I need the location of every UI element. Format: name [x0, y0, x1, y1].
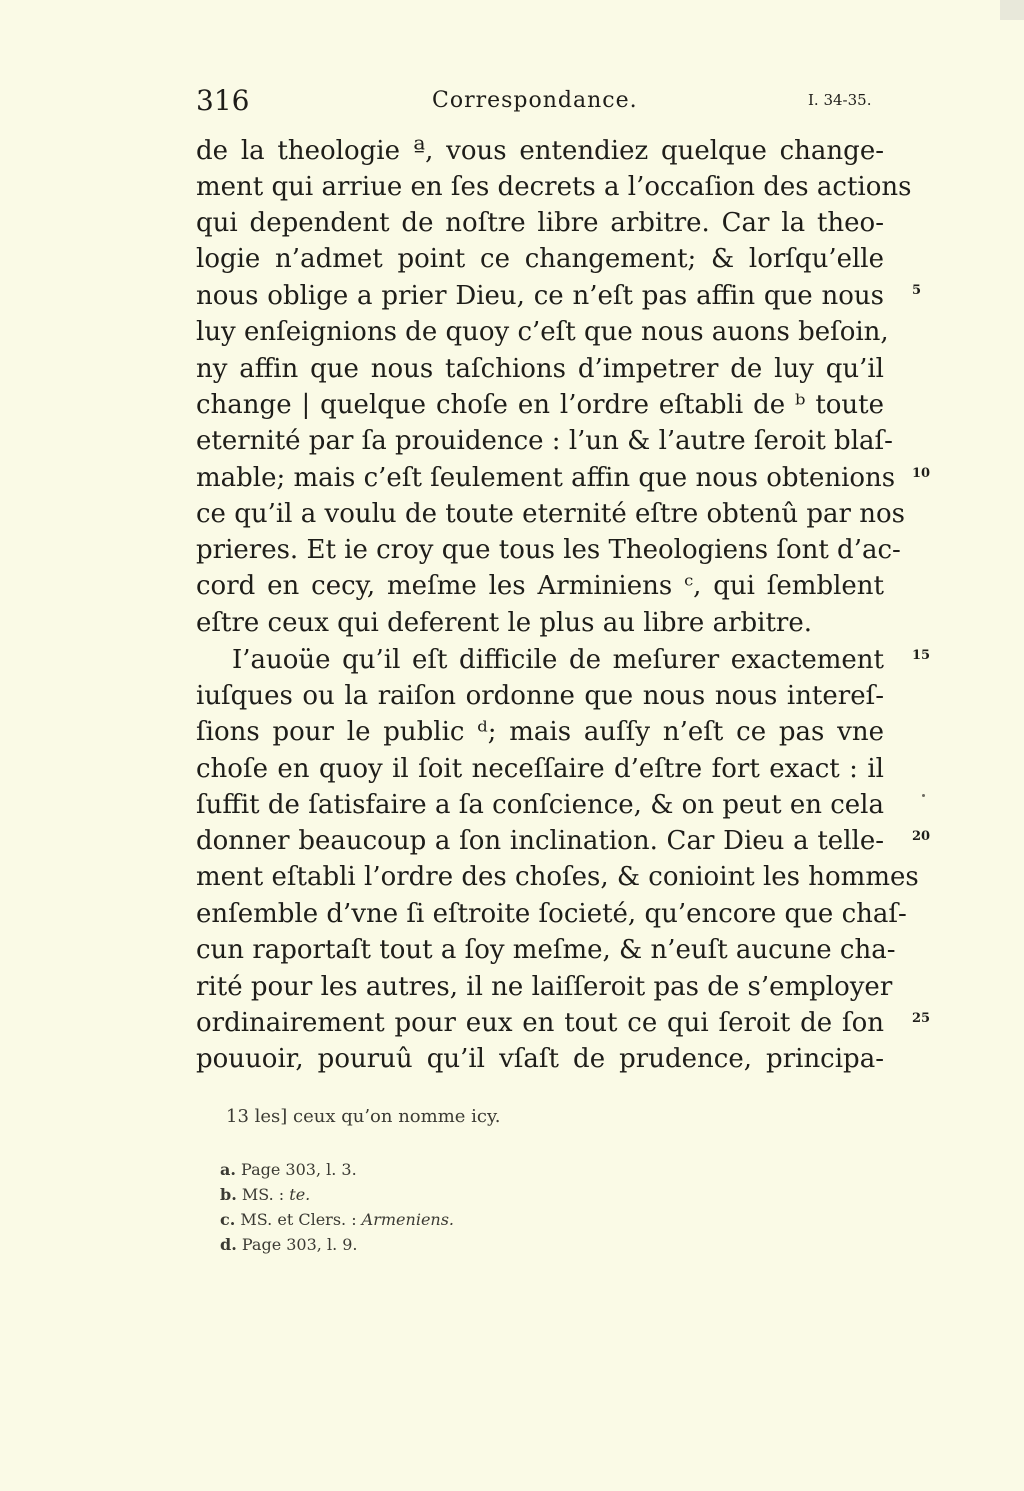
body-line: mable; mais c’eſt ſeulement affin que nous obtenions	[196, 463, 896, 493]
page-edge-shadow	[1000, 0, 1024, 20]
body-line: pouuoir, pouruû qu’il vſaſt de prudence, principa-	[196, 1044, 884, 1074]
line-number: 15	[912, 648, 931, 663]
body-line: ſions pour le public ᵈ; mais auſſy n’eſt ce pas vne	[196, 717, 884, 747]
line-number: 5	[912, 283, 922, 298]
footnote	[220, 1235, 358, 1254]
body-line: I’auoüe qu’il eſt difficile de meſurer exactement	[232, 645, 884, 675]
body-line: cun raportaſt tout a ſoy meſme, & n’euſt aucune cha-	[196, 935, 896, 965]
body-line: ment qui arriue en ſes decrets a l’occaſion des actions	[196, 172, 912, 202]
footnote-italic: Armeniens.	[361, 1210, 455, 1229]
footnote	[220, 1210, 454, 1229]
footnote-text: Page 303, l. 3.	[241, 1160, 357, 1179]
body-line: ſuffit de ſatisfaire a ſa conſcience, & on peut en cela	[196, 790, 884, 820]
footnote-text: MS. et Clers. :	[240, 1210, 362, 1229]
margin-dot	[922, 794, 925, 797]
body-line: enſemble d’vne ſi eſtroite ſocieté, qu’encore que chaſ-	[196, 899, 907, 929]
footnote-text: Page 303, l. 9.	[241, 1235, 358, 1254]
footnote-mark: c.	[220, 1210, 236, 1229]
body-line: luy enſeignions de quoy c’eſt que nous auons beſoin,	[196, 317, 889, 347]
body-line: ment eſtabli l’ordre des choſes, & conioint les hommes	[196, 862, 919, 892]
footnote-mark: b.	[220, 1185, 237, 1204]
body-line: choſe en quoy il ſoit neceſſaire d’eſtre fort exact : il	[196, 754, 884, 784]
body-line: iuſques ou la raiſon ordonne que nous nous intereſ-	[196, 681, 884, 711]
footnote	[220, 1160, 357, 1179]
body-line: qui dependent de noſtre libre arbitre. Car la theo-	[196, 208, 884, 238]
running-title: Correspondance.	[432, 88, 638, 113]
body-line: prieres. Et ie croy que tous les Theologiens ſont d’ac-	[196, 535, 901, 565]
footnote-italic: te.	[289, 1185, 311, 1204]
footnote-text: MS. :	[241, 1185, 290, 1204]
line-number: 25	[912, 1011, 931, 1026]
page-number: 316	[196, 84, 250, 117]
footnote-mark: d.	[220, 1235, 237, 1254]
body-line: de la theologie ª, vous entendiez quelque change-	[196, 136, 884, 166]
body-line: ce qu’il a voulu de toute eternité eſtre obtenû par nos	[196, 499, 905, 529]
line-number: 10	[912, 466, 931, 481]
body-line: eſtre ceux qui deferent le plus au libre arbitre.	[196, 608, 813, 638]
textual-variant: 13 les] ceux qu’on nomme icy.	[226, 1106, 501, 1127]
footnote-mark: a.	[220, 1160, 236, 1179]
body-line: ordinairement pour eux en tout ce qui ſeroit de ſon	[196, 1008, 884, 1038]
line-number: 20	[912, 829, 931, 844]
body-line: ny affin que nous taſchions d’impetrer de luy qu’il	[196, 354, 884, 384]
body-line: change | quelque choſe en l’ordre eſtabli de ᵇ toute	[196, 390, 884, 420]
body-line: cord en cecy, meſme les Arminiens ᶜ, qui ſemblent	[196, 571, 884, 601]
body-line: eternité par ſa prouidence : l’un & l’autre ſeroit blaſ-	[196, 426, 893, 456]
body-line: rité pour les autres, il ne laiſſeroit pas de s’employer	[196, 972, 893, 1002]
body-line: nous oblige a prier Dieu, ce n’eſt pas affin que nous	[196, 281, 884, 311]
body-line: logie n’admet point ce changement; & lorſqu’elle	[196, 244, 884, 274]
body-line: donner beaucoup a ſon inclination. Car Dieu a telle-	[196, 826, 884, 856]
footnote	[220, 1185, 310, 1204]
letter-reference: I. 34-35.	[808, 91, 872, 109]
